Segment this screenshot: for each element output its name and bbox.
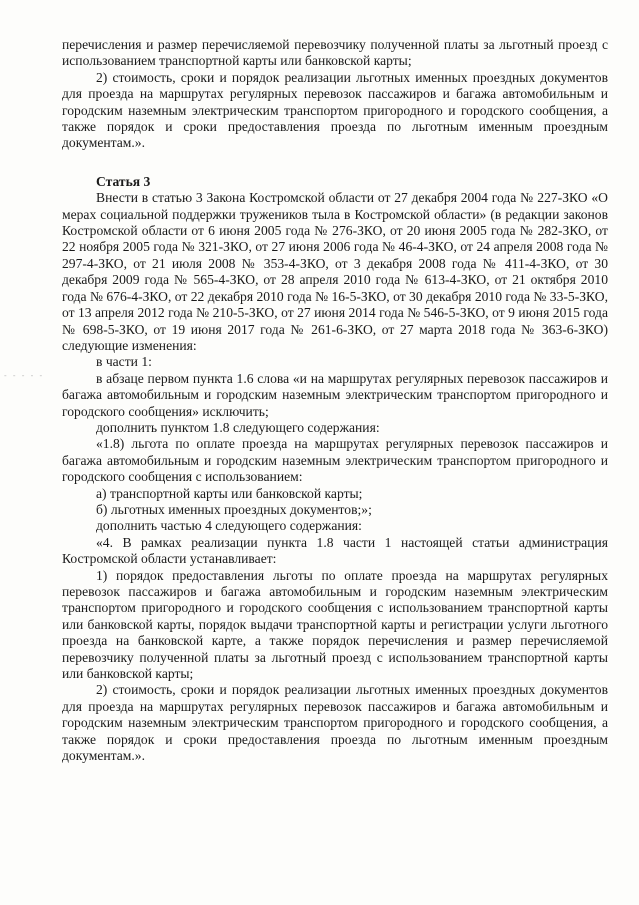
list-item-2: 2) стоимость, сроки и порядок реализации льготных именных проездных документов для проезда на маршрутах регулярных перевозок пассажиров и багажа автомобильным и городским наземным электрическим транспортом пригородного и городского сообщения, а также порядок и сроки предоставления проезда по льготным именным проездным документам.».	[62, 682, 608, 764]
list-item-a: а) транспортной карты или банковской карты;	[96, 485, 363, 501]
scan-artifact: - - - - -	[4, 371, 45, 380]
top-item-2-paragraph: 2) стоимость, сроки и порядок реализации льготных именных проездных документов для проезда на маршрутах регулярных перевозок пассажиров и багажа автомобильным и городским наземным электрическим транспортом пригородного и городского сообщения, а также порядок и сроки предоставления проезда по льготным именным проездным документам.».	[62, 69, 608, 151]
document-body	[62, 37, 608, 764]
list-item-1: 1) порядок предоставления льготы по оплате проезда на маршрутах регулярных перевозок пассажиров и багажа автомобильным и городским наземным электрическим транспортом пригородного и городского сообщения с использованием транспортной карты или банковской карты, порядок выдачи транспортной карты и регистрации услуги льготного проезда на банковской карте, а также порядок перечисления и размер перечисляемой перевозчику полученной платы за льготный проезд с использованием транспортной карты или банковской карты;	[62, 567, 608, 682]
article-intro-paragraph: Внести в статью 3 Закона Костромской области от 27 декабря 2004 года № 227-ЗКО «О мерах социальной поддержки тружеников тыла в Костромской области» (в редакции законов Костромской области от 6 июня 2005 года № 276-ЗКО, от 20 июня 2005 года № 282-ЗКО, от 22 ноября 2005 года № 321-ЗКО, от 27 июня 2006 года № 46-4-ЗКО, от 24 апреля 2008 года № 297-4-ЗКО, от 21 июля 2008 № 353-4-ЗКО, от 3 декабря 2008 года № 411-4-ЗКО, от 30 декабря 2009 года № 565-4-ЗКО, от 28 апреля 2010 года № 613-4-ЗКО, от 21 октября 2010 года № 676-4-ЗКО, от 22 декабря 2010 года № 16-5-ЗКО, от 30 декабря 2010 года № 33-5-ЗКО, от 13 апреля 2012 года № 210-5-ЗКО, от 27 июня 2014 года № 546-5-ЗКО, от 9 июня 2015 года № 698-5-ЗКО, от 19 июня 2017 года № 261-6-ЗКО, от 27 марта 2018 года № 363-6-ЗКО) следующие изменения:	[62, 190, 608, 353]
section-spacer	[62, 152, 608, 174]
article-heading: Статья 3	[96, 173, 151, 189]
amendment-paragraph-1: в абзаце первом пункта 1.6 слова «и на маршрутах регулярных перевозок пассажиров и багажа автомобильным и городским наземным электрическим транспортом пригородного и городского сообщения» исключить;	[62, 370, 608, 419]
amendment-paragraph-4: дополнить частью 4 следующего содержания:	[96, 518, 362, 534]
amendment-paragraph-5: «4. В рамках реализации пункта 1.8 части 1 настоящей статьи администрация Костромской области устанавливает:	[62, 534, 608, 567]
amendment-paragraph-2: дополнить пунктом 1.8 следующего содержания:	[96, 419, 380, 435]
amendment-paragraph-3: «1.8) льгота по оплате проезда на маршрутах регулярных перевозок пассажиров и багажа автомобильным и городским наземным электрическим транспортом пригородного и городского сообщения с использованием:	[62, 436, 608, 485]
top-continuation-paragraph: перечисления и размер перечисляемой перевозчику полученной платы за льготный проезд с использованием транспортной карты или банковской карты;	[62, 37, 608, 69]
part-1-paragraph: в части 1:	[96, 354, 152, 370]
list-item-b: б) льготных именных проездных документов;»;	[96, 501, 372, 517]
